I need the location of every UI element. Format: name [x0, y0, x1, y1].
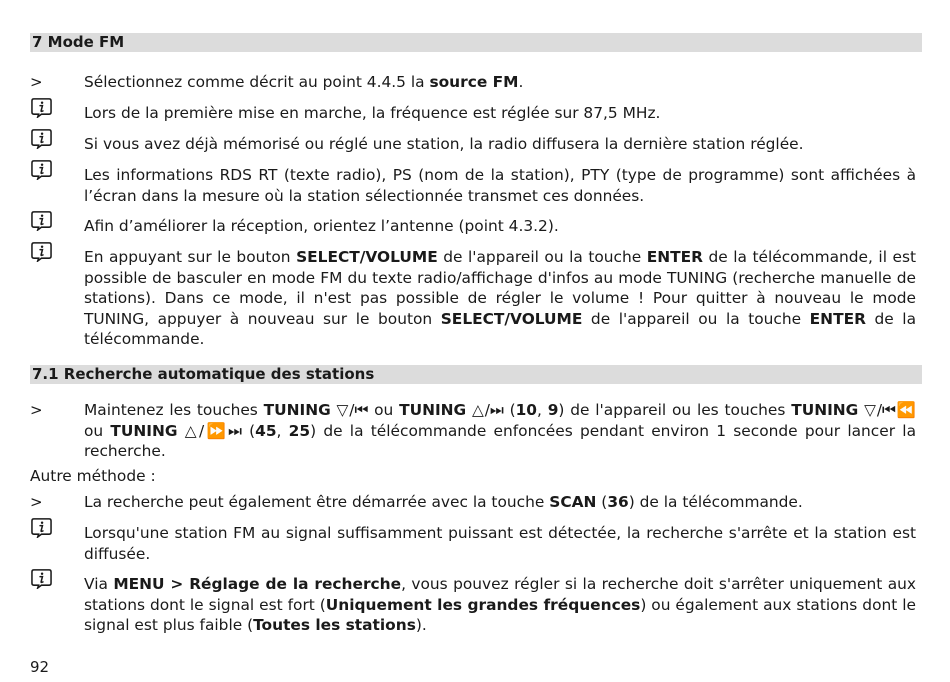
- info-icon: [30, 97, 53, 118]
- info-first-start-frequency: Lors de la première mise en marche, la fréquence est réglée sur 87,5 MHz.: [84, 104, 661, 122]
- section-heading-mode-fm: 7 Mode FM: [30, 33, 922, 52]
- info-icon: [30, 128, 53, 149]
- info-station-detected: Lorsqu'une station FM au signal suffisamment puissant est détectée, la recherche s'arrête et la station est diffusée.: [84, 524, 916, 563]
- info-icon: [30, 568, 53, 589]
- info-icon: [30, 159, 53, 180]
- info-icon: [30, 210, 53, 231]
- step-marker: >: [30, 401, 43, 419]
- section-heading-auto-search: 7.1 Recherche automatique des stations: [30, 365, 922, 384]
- info-icon: [30, 241, 53, 262]
- info-rds: Les informations RDS RT (texte radio), PS (nom de la station), PTY (type de programme) sont affichées à l’écran dans la mesure où la station sélectionnée transmet ces données.: [84, 166, 916, 205]
- step-marker: >: [30, 73, 43, 91]
- other-method-label: Autre méthode :: [30, 467, 156, 485]
- info-last-station: Si vous avez déjà mémorisé ou réglé une station, la radio diffusera la dernière station réglée.: [84, 135, 804, 153]
- info-antenna: Afin d’améliorer la réception, orientez l’antenne (point 4.3.2).: [84, 217, 559, 235]
- info-tuning-mode: En appuyant sur le bouton SELECT/VOLUME de l'appareil ou la touche ENTER de la télécommande, il est possible de basculer en mode FM du texte radio/affichage d'infos au mode TUNING (recherche manuelle de stations). Dans ce mode, il n'est pas possible de régler le volume ! Pour quitter à nouveau le mode TUNING, appuyer à nouveau sur le bouton SELECT/VOLUME de l'appareil ou la touche ENTER de la télécommande.: [84, 248, 917, 348]
- info-search-settings: Via MENU > Réglage de la recherche, vous pouvez régler si la recherche doit s'arrêter uniquement aux stations dont le signal est fort (Uniquement les grandes fréquences) ou également aux stations dont le signal est plus faible (Toutes les stations).: [84, 575, 917, 634]
- step-scan-key: La recherche peut également être démarrée avec la touche SCAN (36) de la télécommande.: [84, 493, 803, 511]
- step-marker: >: [30, 493, 43, 511]
- step-hold-tuning: Maintenez les touches TUNING ▽/⏮ ou TUNING △/⏭ (10, 9) de l'appareil ou les touches TUNING ▽/⏮⏪ ou TUNING △/⏩⏭ (45, 25) de la télécommande enfoncées pendant environ 1 seconde pour lancer la recherche.: [84, 401, 917, 460]
- page-number: 92: [30, 658, 50, 676]
- step-select-source-fm: Sélectionnez comme décrit au point 4.4.5 la source FM.: [84, 73, 524, 91]
- info-icon: [30, 517, 53, 538]
